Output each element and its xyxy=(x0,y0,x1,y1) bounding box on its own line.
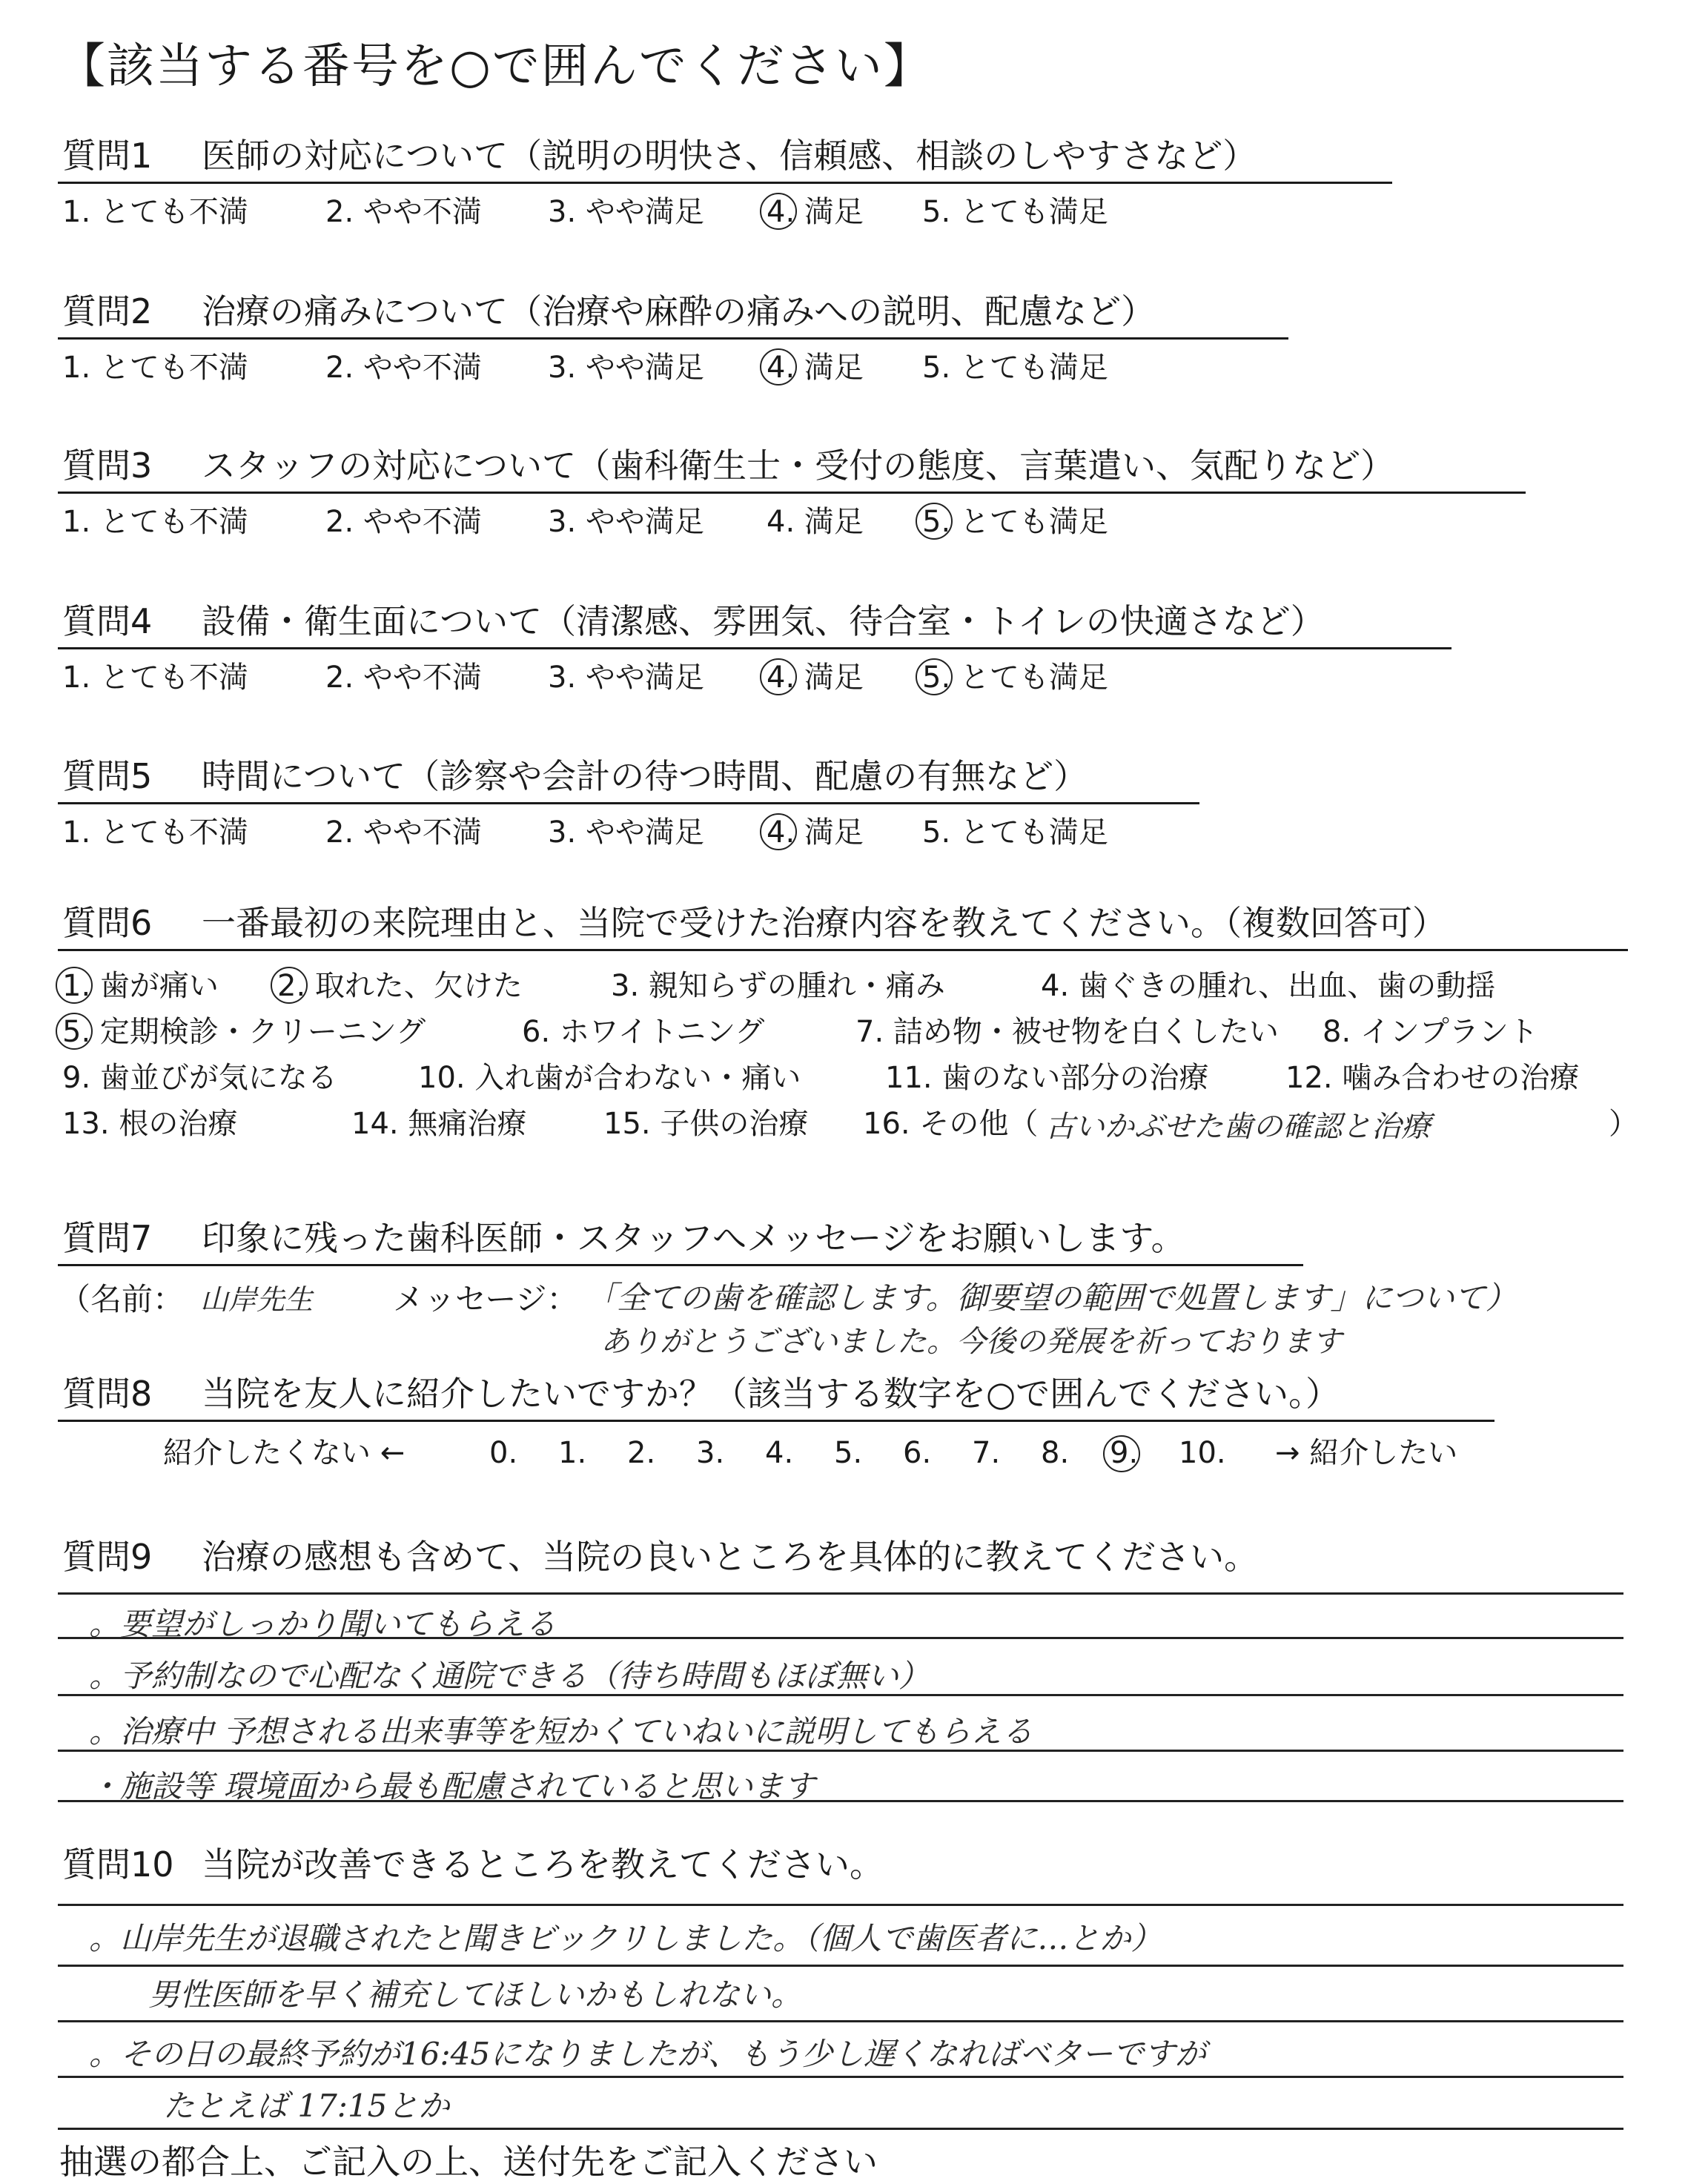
selection-circle xyxy=(1103,1435,1140,1472)
q6-option[interactable]: 16. その他（ xyxy=(863,1107,1039,1141)
q7-heading xyxy=(62,1216,1185,1260)
q9-answer-2: 。予約制なので心配なく通院できる（待ち時間もほぼ無い） xyxy=(89,1658,930,1694)
selection-circle xyxy=(56,967,93,1004)
q9-answer-4: ・施設等 環境面から最も配慮されていると思います xyxy=(89,1768,815,1804)
q8-scale-5[interactable]: 5. xyxy=(834,1436,863,1470)
q2-option-2[interactable]: 2. やや不満 xyxy=(325,351,482,385)
q2-option-5[interactable]: 5. とても満足 xyxy=(922,351,1108,385)
selection-circle xyxy=(271,967,308,1004)
q5-number: 質問5 xyxy=(62,756,153,796)
q8-scale-2[interactable]: 2. xyxy=(627,1436,656,1470)
q2-option-4[interactable]: 4. 満足 xyxy=(767,347,864,388)
q1-option-5[interactable]: 5. とても満足 xyxy=(922,195,1108,229)
q6-number: 質問6 xyxy=(62,903,153,943)
q3-heading xyxy=(62,443,1394,488)
q10-ruled-line xyxy=(58,2020,1623,2022)
q6-underline xyxy=(58,949,1628,951)
q10-answer-1: 。山岸先生が退職されたと聞きビックリしました。（個人で歯医者に…とか） xyxy=(89,1920,1162,1956)
q3-number: 質問3 xyxy=(62,446,153,486)
q8-scale-6[interactable]: 6. xyxy=(903,1436,932,1470)
q2-options xyxy=(62,347,1248,388)
q7-name-handwritten: 山岸先生 xyxy=(200,1283,314,1316)
q2-heading xyxy=(62,289,1155,334)
q8-underline xyxy=(58,1420,1494,1422)
q6-option[interactable]: 11. 歯のない部分の治療 xyxy=(885,1061,1209,1095)
q10-ruled-line xyxy=(58,1965,1623,1967)
q6-option[interactable]: 13. 根の治療 xyxy=(62,1107,238,1141)
q2-option-3[interactable]: 3. やや満足 xyxy=(548,351,704,385)
q8-right-label: → 紹介したい xyxy=(1275,1436,1458,1470)
q8-scale-8[interactable]: 8. xyxy=(1041,1436,1070,1470)
q3-option-2[interactable]: 2. やや不満 xyxy=(325,505,482,539)
q6-row-2 xyxy=(62,1010,1619,1054)
q5-option-2[interactable]: 2. やや不満 xyxy=(325,815,482,850)
q3-option-3[interactable]: 3. やや満足 xyxy=(548,505,704,539)
q5-options xyxy=(62,812,1248,853)
selection-circle xyxy=(760,813,797,850)
q6-other-paren-close: ） xyxy=(1609,1107,1638,1141)
q10-ruled-line xyxy=(58,1904,1623,1906)
q7-underline xyxy=(58,1264,1303,1266)
q2-text: 治療の痛みについて（治療や麻酔の痛みへの説明、配慮など） xyxy=(202,291,1156,331)
q10-ruled-line xyxy=(58,2128,1623,2130)
q6-text: 一番最初の来院理由と、当院で受けた治療内容を教えてください。（複数回答可） xyxy=(202,903,1446,943)
q2-underline xyxy=(58,337,1288,340)
q7-number: 質問7 xyxy=(62,1218,153,1258)
q8-number: 質問8 xyxy=(62,1374,153,1414)
q5-option-1[interactable]: 1. とても不満 xyxy=(62,815,248,850)
q6-option[interactable]: 9. 歯並びが気になる xyxy=(62,1061,337,1095)
q6-option[interactable]: 10. 入れ歯が合わない・痛い xyxy=(418,1061,801,1095)
q6-row-3 xyxy=(62,1056,1619,1100)
q6-option[interactable]: 1. 歯が痛い xyxy=(62,964,219,1008)
q3-text: スタッフの対応について（歯科衛生士・受付の態度、言葉遣い、気配りなど） xyxy=(202,446,1395,486)
q5-option-4[interactable]: 4. 満足 xyxy=(767,812,864,853)
q6-option[interactable]: 12. 噛み合わせの治療 xyxy=(1285,1061,1580,1095)
q6-option[interactable]: 15. 子供の治療 xyxy=(603,1107,809,1141)
q4-number: 質問4 xyxy=(62,601,153,641)
footer-note: 抽選の都合上、ご記入の上、送付先をご記入ください xyxy=(59,2142,878,2182)
q6-option[interactable]: 3. 親知らずの腫れ・痛み xyxy=(611,969,945,1003)
q2-option-1[interactable]: 1. とても不満 xyxy=(62,351,248,385)
q4-option-3[interactable]: 3. やや満足 xyxy=(548,661,704,695)
q6-option[interactable]: 2. 取れた、欠けた xyxy=(277,964,523,1008)
q4-option-1[interactable]: 1. とても不満 xyxy=(62,661,248,695)
q3-option-5[interactable]: 5. とても満足 xyxy=(922,501,1108,543)
selection-circle xyxy=(760,348,797,385)
q10-ruled-line xyxy=(58,2076,1623,2078)
q8-scale-3[interactable]: 3. xyxy=(696,1436,725,1470)
q5-underline xyxy=(58,802,1199,804)
q4-options xyxy=(62,657,1248,698)
page-title: 【該当する番号を○で囲んでください】 xyxy=(58,39,933,94)
q6-option[interactable]: 5. 定期検診・クリーニング xyxy=(62,1010,426,1054)
selection-circle xyxy=(916,503,953,540)
q3-option-4[interactable]: 4. 満足 xyxy=(767,505,864,539)
q2-number: 質問2 xyxy=(62,291,153,331)
q1-option-4[interactable]: 4. 満足 xyxy=(767,191,864,233)
q3-options xyxy=(62,501,1248,543)
q9-answer-3: 。治療中 予想される出来事等を短かくていねいに説明してもらえる xyxy=(89,1713,1033,1750)
q9-answer-1: 。要望がしっかり聞いてもらえる xyxy=(89,1606,557,1642)
q1-heading xyxy=(62,133,1257,178)
q9-text: 治療の感想も含めて、当院の良いところを具体的に教えてください。 xyxy=(202,1537,1259,1577)
q4-heading xyxy=(62,599,1325,643)
selection-circle xyxy=(56,1013,93,1050)
q1-option-2[interactable]: 2. やや不満 xyxy=(325,195,482,229)
q8-heading xyxy=(62,1371,1340,1416)
q6-other-handwritten: 古いかぶせた歯の確認と治療 xyxy=(1045,1110,1431,1144)
q4-underline xyxy=(58,647,1452,649)
q4-option-4[interactable]: 4. 満足 xyxy=(767,657,864,698)
q5-option-3[interactable]: 3. やや満足 xyxy=(548,815,704,850)
q1-option-3[interactable]: 3. やや満足 xyxy=(548,195,704,229)
q7-text: 印象に残った歯科医師・スタッフへメッセージをお願いします。 xyxy=(202,1218,1185,1258)
q1-text: 医師の対応について（説明の明快さ、信頼感、相談のしやすさなど） xyxy=(202,136,1257,176)
q8-scale-7[interactable]: 7. xyxy=(972,1436,1001,1470)
q8-scale-0[interactable]: 0. xyxy=(489,1436,518,1470)
q8-scale-4[interactable]: 4. xyxy=(765,1436,794,1470)
q4-text: 設備・衛生面について（清潔感、雰囲気、待合室・トイレの快適さなど） xyxy=(202,601,1325,641)
q6-option[interactable]: 14. 無痛治療 xyxy=(351,1107,527,1141)
q10-answer-3: 。その日の最終予約が16:45になりましたが、もう少し遅くなればベターですが xyxy=(89,2036,1207,2072)
q10-answer-4: たとえば 17:15とか xyxy=(163,2088,450,2124)
q3-underline xyxy=(58,492,1526,494)
selection-circle xyxy=(760,193,797,230)
q9-heading xyxy=(62,1535,1258,1579)
q1-option-1[interactable]: 1. とても不満 xyxy=(62,195,248,229)
q1-underline xyxy=(58,182,1392,184)
q5-option-5[interactable]: 5. とても満足 xyxy=(922,815,1108,850)
q7-message-handwritten-2: ありがとうございました。今後の発展を祈っております xyxy=(600,1325,1342,1359)
q4-option-2[interactable]: 2. やや不満 xyxy=(325,661,482,695)
selection-circle xyxy=(916,658,953,695)
q1-options xyxy=(62,191,1248,233)
q7-name-label: （名前： xyxy=(59,1281,185,1317)
q6-heading xyxy=(62,901,1446,945)
q8-left-label: 紹介したくない ← xyxy=(163,1436,406,1470)
q8-scale-1[interactable]: 1. xyxy=(558,1436,587,1470)
q6-row-1 xyxy=(62,964,1619,1008)
q6-option[interactable]: 7. 詰め物・被せ物を白くしたい xyxy=(855,1015,1279,1049)
q6-option[interactable]: 4. 歯ぐきの腫れ、出血、歯の動揺 xyxy=(1041,969,1496,1003)
q5-heading xyxy=(62,754,1088,798)
q8-scale-10[interactable]: 10. xyxy=(1179,1436,1226,1470)
q10-heading xyxy=(62,1842,884,1887)
selection-circle xyxy=(760,658,797,695)
q9-number: 質問9 xyxy=(62,1537,153,1577)
q4-option-5[interactable]: 5. とても満足 xyxy=(922,657,1108,698)
q6-option[interactable]: 6. ホワイトニング xyxy=(522,1015,765,1049)
q8-scale-9[interactable]: 9. xyxy=(1110,1431,1138,1475)
q8-text: 当院を友人に紹介したいですか？（該当する数字を○で囲んでください。） xyxy=(202,1374,1340,1414)
q6-option[interactable]: 8. インプラント xyxy=(1323,1015,1538,1049)
q10-number: 質問10 xyxy=(62,1844,174,1884)
q9-ruled-line xyxy=(58,1592,1623,1595)
q5-text: 時間について（診察や会計の待つ時間、配慮の有無など） xyxy=(202,756,1088,796)
q3-option-1[interactable]: 1. とても不満 xyxy=(62,505,248,539)
q10-answer-2: 男性医師を早く補充してほしいかもしれない。 xyxy=(148,1976,803,2013)
q7-message-label: メッセージ： xyxy=(393,1281,578,1317)
q10-text: 当院が改善できるところを教えてください。 xyxy=(202,1844,884,1884)
q1-number: 質問1 xyxy=(62,136,153,176)
q7-message-handwritten-1: 「全ての歯を確認します。御要望の範囲で処置します」について） xyxy=(586,1280,1517,1316)
